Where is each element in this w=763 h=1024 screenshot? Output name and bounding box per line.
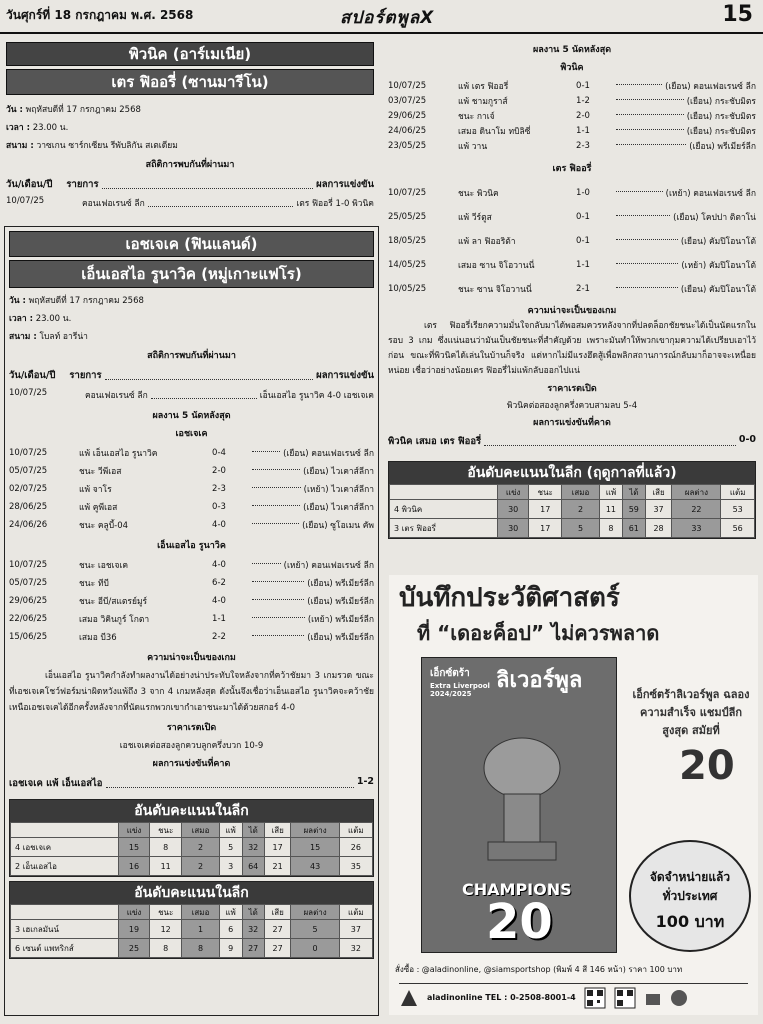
odds-text: พิวนิคต่อสองลูกครึ่งควบสามลบ 5-4	[506, 401, 638, 411]
h2h-col-comp: รายการ	[66, 179, 99, 190]
h2h-col-comp: รายการ	[69, 370, 102, 381]
date-label: วัน :	[9, 296, 26, 306]
aladin-logo-icon	[399, 988, 419, 1008]
table-title: อันดับคะแนนในลีก	[10, 800, 373, 822]
ad-right-number: 20	[679, 743, 735, 789]
odds-title: ราคาเรตเปิด	[547, 384, 597, 394]
newspaper-logo: สปอร์ตพูลX	[340, 8, 435, 28]
table-header-row: แข่ง ชนะ เสมอ แพ้ ได้ เสีย ผลต่าง แต้ม	[11, 823, 373, 838]
ad-footer-bar	[399, 983, 748, 1011]
match1-home-title: พิวนิค (อาร์เมเนีย)	[6, 42, 374, 66]
h2h-row: 10/07/25 คอนเฟอเรนซ์ ลีก เอ็นเอสไอ รูนาวิค 4-0 เอชเจเค	[9, 388, 374, 401]
table-row: 2 เอ็นเอสไอ 16 11 2 3 64 21 43 35	[11, 857, 373, 876]
venue-value: วาซเกน ซาร์กเซียน รีพับลิกัน สเตเดียม	[36, 141, 178, 151]
predict-title: ผลการแข่งขันที่คาด	[533, 418, 611, 428]
list-item: 05/07/25 ชนะ วีพีเอส 2-0 (เยือน) ไวเคาส์ลีกา	[9, 466, 374, 477]
time-label: เวลา :	[6, 123, 31, 133]
analysis-text: เอ็นเอสไอ รูนาวิคกำลังทำผลงานได้อย่างน่าประทับใจหลังจากที่คว้าชัยมา 3 เกมรวด ขณะที่เอชเจเคโชว์ฟอร์มน่าผิดหวังแพ้ถึง 3 จาก 4 เกมหลังสุด ดังนั้นจึงเชื่อว่าเอ็นเอสไอ รูนาวิคจะคว้าชัยเหนือเอชเจเคได้อีกครั้งหลังจากที่นัดแรกพวกเขากำเอาชนะมาได้ด้วยสกอร์ 4-0	[9, 671, 374, 713]
list-item: 29/06/25 ชนะ กาเจ์ 2-0 (เยือน) กระชับมิตร	[388, 110, 756, 122]
match1-info	[6, 42, 374, 210]
odds-text: เอชเจเคต่อสองลูกควบลูกครึ่งบวก 10-9	[119, 741, 264, 751]
date-label: วัน :	[6, 105, 23, 115]
match2-home-title: เอชเจเค (ฟินแลนด์)	[9, 231, 374, 257]
table-row: 6 เซนต์ แพทริกส์ 25 8 8 9 27 27 0 32	[11, 939, 373, 958]
h2h-col-result: ผลการแข่งขัน	[316, 370, 374, 381]
qr-code-icon	[584, 987, 606, 1009]
predict-title: ผลการแข่งขันที่คาด	[152, 759, 231, 769]
mag-brand: เอ็กซ์ตร้า	[430, 668, 470, 679]
list-item: 22/06/25 เสมอ วิคินกูร์ โกตา 1-1 (เหย้า) พรีเมียร์ลีก	[9, 614, 374, 625]
time-label: เวลา :	[9, 314, 34, 324]
table-title: อันดับคะแนนในลีก (ฤดูกาลที่แล้ว)	[389, 462, 755, 484]
list-item: 24/06/25 เสมอ ดินาโม ทบิลิซี่ 1-1 (เยือน) กระชับมิตร	[388, 125, 756, 137]
date-value: พฤหัสบดีที่ 17 กรกฎาคม 2568	[25, 105, 141, 115]
h2h-col-date: วัน/เดือน/ปี	[9, 370, 56, 381]
table-row: 4 พิวนิค 30 17 2 11 59 37 22 53	[390, 500, 755, 519]
list-item: 02/07/25 แพ้ จาโร 2-3 (เหย้า) ไวเคาส์ลีกา	[9, 484, 374, 495]
ad-headline-1: บันทึกประวัติศาสตร์	[399, 583, 620, 613]
list-item: 29/06/25 ชนะ อีบี/สแตรย์มูร์ 4-0 (เยือน) พรีเมียร์ลีก	[9, 596, 374, 607]
league-table-1	[388, 461, 756, 539]
odds-title: ราคาเรตเปิด	[166, 723, 217, 733]
match1-form	[388, 42, 756, 539]
list-item: 10/07/25 ชนะ พิวนิค 1-0 (เหย้า) คอนเฟอเรนซ์ ลีก	[388, 188, 756, 199]
bubble-price: 100 บาท	[655, 912, 725, 931]
team-a-results	[9, 444, 374, 534]
match1-away-title: เตร ฟิออรี่ (ซานมารีโน)	[6, 69, 374, 95]
list-item: 10/07/25 แพ้ เตร ฟิออรี่ 0-1 (เยือน) คอนเฟอเรนซ์ ลีก	[388, 80, 756, 92]
trophy-icon	[452, 728, 592, 868]
list-item: 25/05/25 แพ้ วีร์ตูส 0-1 (เยือน) โคปปา ติตาโน่	[388, 212, 756, 223]
league-table-3	[9, 881, 374, 959]
team-a-name: เอชเจเค	[175, 429, 208, 439]
last5-title: ผลงาน 5 นัดหลังสุด	[532, 45, 612, 55]
list-item: 18/05/25 แพ้ ลา ฟิออริต้า 0-1 (เยือน) คัมปิโอนาโต้	[388, 236, 756, 247]
venue-label: สนาม :	[9, 332, 37, 342]
league-table-2	[9, 799, 374, 877]
predict-row: เอชเจเค แพ้ เอ็นเอสไอ 1-2	[9, 776, 374, 789]
list-item: 10/07/25 ชนะ เอชเจเค 4-0 (เหย้า) คอนเฟอเรนซ์ ลีก	[9, 560, 374, 571]
h2h-col-date: วัน/เดือน/ปี	[6, 179, 53, 190]
table-header-row: แข่ง ชนะ เสมอ แพ้ ได้ เสีย ผลต่าง แต้ม	[11, 905, 373, 920]
match2-block	[4, 226, 379, 1016]
shop-icon	[644, 989, 662, 1007]
table-title: อันดับคะแนนในลีก	[10, 882, 373, 904]
page-header	[0, 0, 763, 34]
table-row: 3 เตร ฟิออรี่ 30 17 5 8 61 28 33 56	[390, 519, 755, 538]
ad-headline-2: ที่ “เดอะค็อป” ไม่ควรพลาด	[417, 621, 660, 645]
h2h-row: 10/07/25 คอนเฟอเรนซ์ ลีก เตร ฟิออรี่ 1-0 พิวนิค	[6, 196, 374, 209]
list-item: 28/06/25 แพ้ คูพีเอส 0-3 (เยือน) ไวเคาส์ลีกา	[9, 502, 374, 513]
list-item: 05/07/25 ชนะ ทีบี 6-2 (เยือน) พรีเมียร์ลีก	[9, 578, 374, 589]
list-item: 15/06/25 เสมอ บี36 2-2 (เยือน) พรีเมียร์ลีก	[9, 632, 374, 643]
mag-number: 20	[486, 894, 553, 950]
team-b-name: เตร ฟิออรี่	[552, 164, 592, 174]
h2h-col-result: ผลการแข่งขัน	[316, 179, 374, 190]
issue-date: วันศุกร์ที่ 18 กรกฎาคม พ.ศ. 2568	[6, 8, 194, 22]
analysis-title: ความน่าจะเป็นของเกม	[147, 653, 236, 663]
table-row: 4 เอชเจเค 15 8 2 5 32 17 15 26	[11, 838, 373, 857]
list-item: 03/07/25 แพ้ ชามกูราส์ 1-2 (เยือน) กระชับมิตร	[388, 95, 756, 107]
h2h-title: สถิติการพบกันที่ผ่านมา	[147, 351, 236, 361]
list-item: 24/06/26 ชนะ คลูบี้-04 4-0 (เยือน) ซูโอเมน คัพ	[9, 520, 374, 531]
ad-footer: สั่งซื้อ : @aladinonline, @siamsportshop (พิมพ์ 4 สี 146 หน้า) ราคา 100 บาท	[395, 965, 683, 974]
mag-title: ลิเวอร์พูล	[496, 668, 583, 693]
last5-title: ผลงาน 5 นัดหลังสุด	[152, 411, 231, 421]
team-b-results	[388, 181, 756, 301]
mag-champions: CHAMPIONS	[462, 880, 572, 899]
magazine-cover	[421, 657, 617, 953]
magazine-advertisement	[389, 575, 758, 1015]
match2-away-title: เอ็นเอสไอ รูนาวิค (หมู่เกาะแฟโร)	[9, 260, 374, 288]
venue-label: สนาม :	[6, 141, 34, 151]
date-value: พฤหัสบดีที่ 17 กรกฎาคม 2568	[28, 296, 144, 306]
time-value: 23.00 น.	[32, 123, 69, 133]
ad-footer-phone: aladinonline TEL : 0-2508-8001-4	[427, 993, 576, 1002]
analysis-title: ความน่าจะเป็นของเกม	[527, 306, 617, 316]
bubble-text: จัดจำหน่ายแล้ว ทั่วประเทศ	[649, 870, 731, 903]
price-bubble	[629, 840, 751, 952]
predict-row: พิวนิค เสมอ เตร ฟิออรี่ 0-0	[388, 434, 756, 447]
team-a-name: พิวนิค	[560, 63, 584, 73]
list-item: 10/07/25 แพ้ เอ็นเอสไอ รูนาวิค 0-4 (เยือน) คอนเฟอเรนซ์ ลีก	[9, 448, 374, 459]
table-row: 3 เฮเกลมันน์ 19 12 1 6 32 27 5 37	[11, 920, 373, 939]
venue-value: โบลท์ อารีน่า	[39, 332, 88, 342]
team-b-results	[9, 556, 374, 646]
page-number: 15	[722, 2, 753, 27]
ad-right-text: เอ็กซ์ตร้าลิเวอร์พูล ฉลองความสำเร็จ แชมป์ลีกสูงสุด สมัยที่	[632, 688, 750, 737]
list-item: 14/05/25 เสมอ ซาน จิโอวานนี่ 1-1 (เหย้า) คัมปิโอนาโต้	[388, 260, 756, 271]
mag-subtitle: Extra Liverpool 2024/2025	[430, 682, 490, 698]
list-item: 10/05/25 ชนะ ซาน จิโอวานนี่ 2-1 (เยือน) คัมปิโอนาโต้	[388, 284, 756, 295]
list-item: 23/05/25 แพ้ วาน 2-3 (เยือน) พรีเมียร์ลีก	[388, 140, 756, 152]
qr-code-icon	[614, 987, 636, 1009]
table-header-row: แข่ง ชนะ เสมอ แพ้ ได้ เสีย ผลต่าง แต้ม	[390, 485, 755, 500]
analysis-text: เตร ฟิออรี่เรียกความมั่นใจกลับมาได้พอสมควรหลังจากที่ปลดล็อกชัยชนะได้เป็นนัดแรกในรอบ 3 เกม ซึ่งแน่นอนว่ามันเป็นชัยชนะที่สำคัญด้วย เพราะมันทำให้พวกเขากุมความได้เปรียบเอาไว้ก่อน ขณะที่พิวนิคได้เล่นในบ้านก็จริง แต่หากไม่มีแรงฮึดสู้เพื่อพลิกสถานการณ์กลับมาก็อาจจะเหนื่อยหน่อย เชื่อว่าอย่างน้อยเตร ฟิออรี่ไม่แพ้กลับออกไปแน่	[388, 321, 756, 376]
store-icon	[670, 989, 688, 1007]
team-b-name: เอ็นเอสไอ รูนาวิค	[157, 541, 226, 551]
time-value: 23.00 น.	[35, 314, 72, 324]
h2h-title: สถิติการพบกันที่ผ่านมา	[145, 160, 235, 170]
team-a-results	[388, 78, 756, 153]
